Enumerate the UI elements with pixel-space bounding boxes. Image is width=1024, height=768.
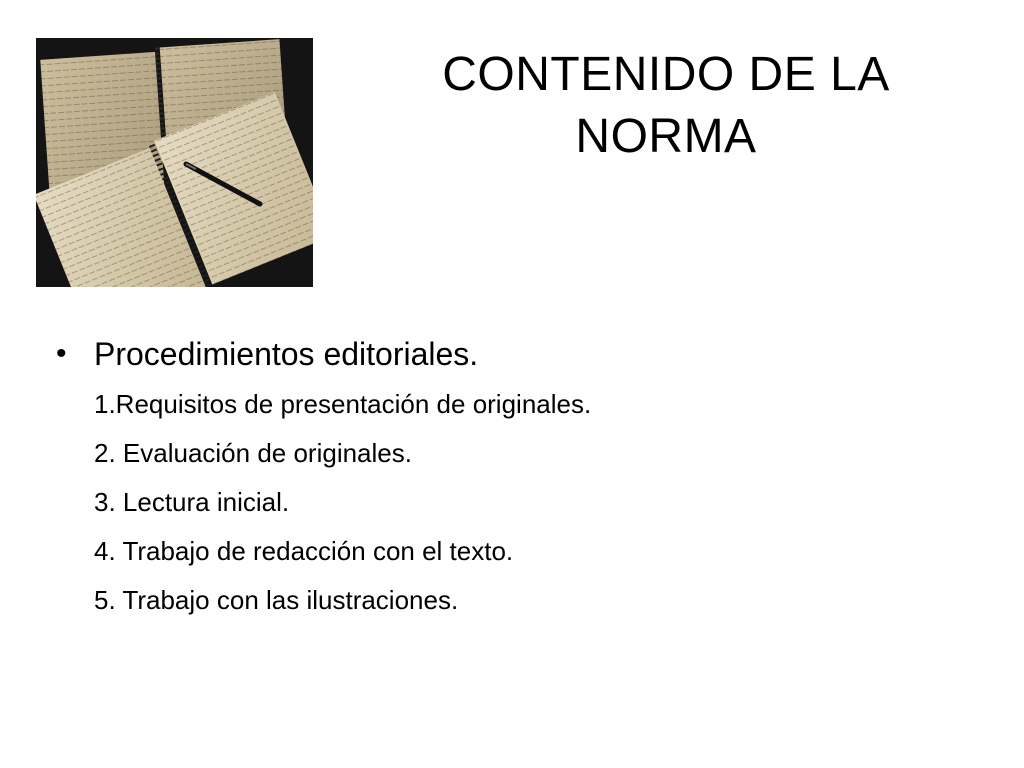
sub-item: 5. Trabajo con las ilustraciones.: [94, 585, 459, 615]
sub-item: 4. Trabajo de redacción con el texto.: [94, 536, 514, 566]
sub-item: 2. Evaluación de originales.: [94, 438, 412, 468]
bullet-icon: •: [56, 337, 67, 370]
slide-title: [330, 44, 1002, 168]
bullet-text: Procedimientos editoriales.: [94, 336, 479, 372]
slide-content: [48, 328, 968, 625]
sub-item: 1.Requisitos de presentación de originales.: [94, 389, 592, 419]
sub-item: 3. Lectura inicial.: [94, 487, 290, 517]
title-line-1: CONTENIDO DE LA: [442, 48, 890, 101]
bullet-item: [48, 328, 968, 380]
title-line-2: NORMA: [575, 110, 757, 163]
sub-list: [48, 380, 968, 625]
notebook-photo: [36, 38, 313, 287]
notebook-image-icon: [36, 38, 313, 287]
